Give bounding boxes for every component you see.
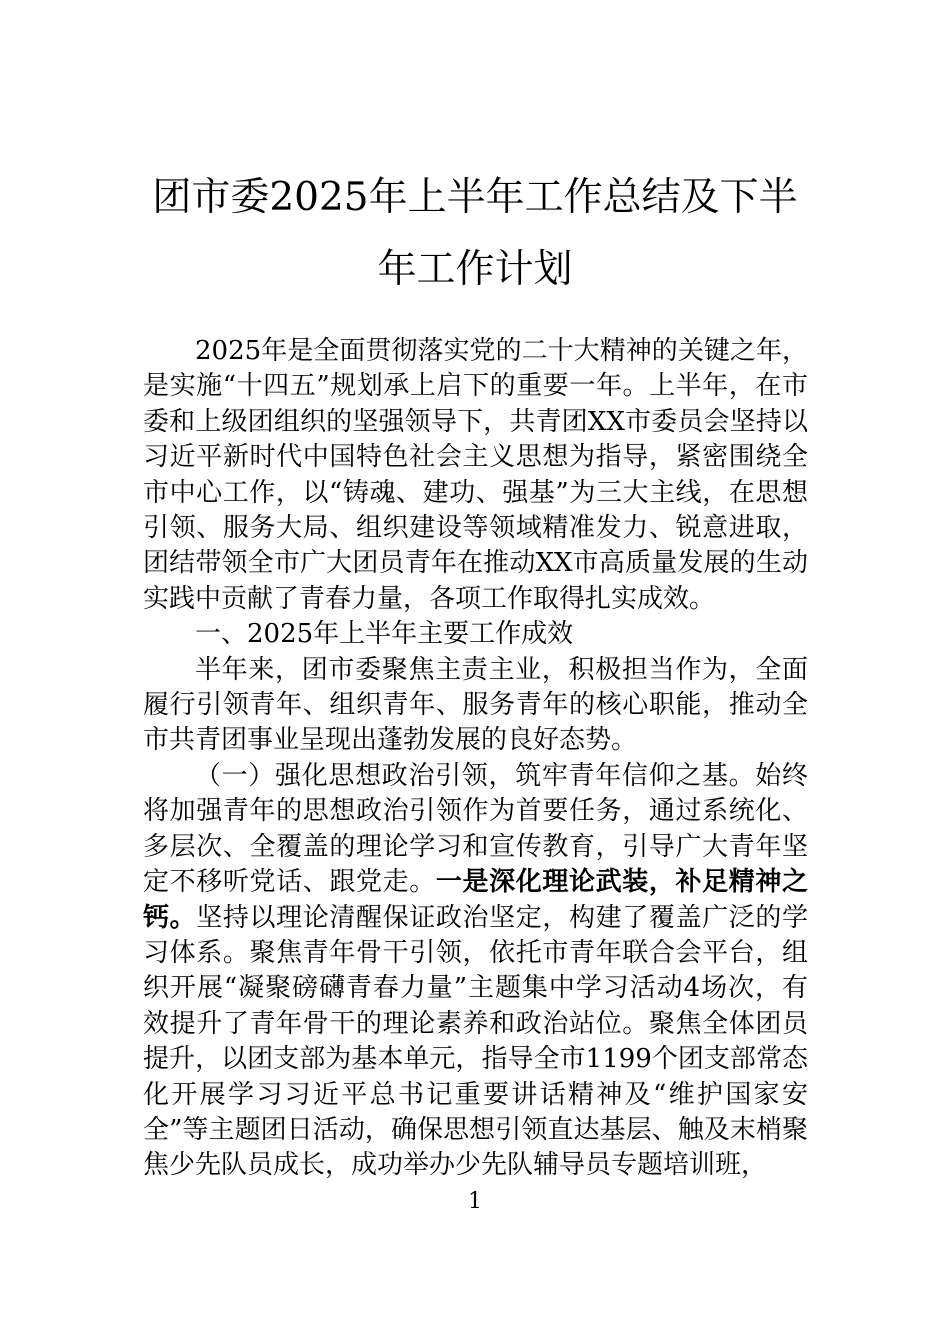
bold-highlight: 一是深化理论武装，补足精神之钙。 [143,867,808,933]
document-body [143,334,808,1184]
subsection-text-before: （一）强化思想政治引领，筑牢青年信仰之基。始终将加强青年的思想政治引领作为首要任务，通过系统化、多层次、全覆盖的理论学习和宣传教育，引导广大青年坚定不移听党话、跟党走。 [143,760,808,898]
page-number: 1 [468,1189,482,1214]
section-heading: 一、2025年上半年主要工作成效 [195,619,574,650]
intro-paragraph: 2025年是全面贯彻落实党的二十大精神的关键之年，是实施“十四五”规划承上启下的重要一年。上半年，在市委和上级团组织的坚强领导下，共青团XX市委员会坚持以习近平新时代中国特色社会主义思想为指导，紧密围绕全市中心工作，以“铸魂、建功、强基”为三大主线，在思想引领、服务大局、组织建设等领域精准发力、锐意进取，团结带领全市广大团员青年在推动XX市高质量发展的生动实践中贡献了青春力量，各项工作取得扎实成效。 [143,336,808,614]
subsection-text-after: 坚持以理论清醒保证政治坚定，构建了覆盖广泛的学习体系。聚焦青年骨干引领，依托市青年联合会平台，组织开展“凝聚磅礴青春力量”主题集中学习活动4场次，有效提升了青年骨干的理论素养和政治站位。聚焦全体团员提升，以团支部为基本单元，指导全市1199个团支部常态化开展学习习近平总书记重要讲话精神及“维护国家安全”等主题团日活动，确保思想引领直达基层、触及末梢聚焦少先队员成长，成功举办少先队辅导员专题培训班， [143,902,808,1181]
subsection-paragraph [143,759,808,1184]
summary-paragraph: 半年来，团市委聚焦主责主业，积极担当作为，全面履行引领青年、组织青年、服务青年的核心职能，推动全市共青团事业呈现出蓬勃发展的良好态势。 [143,654,808,756]
document-title: 团市委2025年上半年工作总结及下半年工作计划 [152,175,798,292]
